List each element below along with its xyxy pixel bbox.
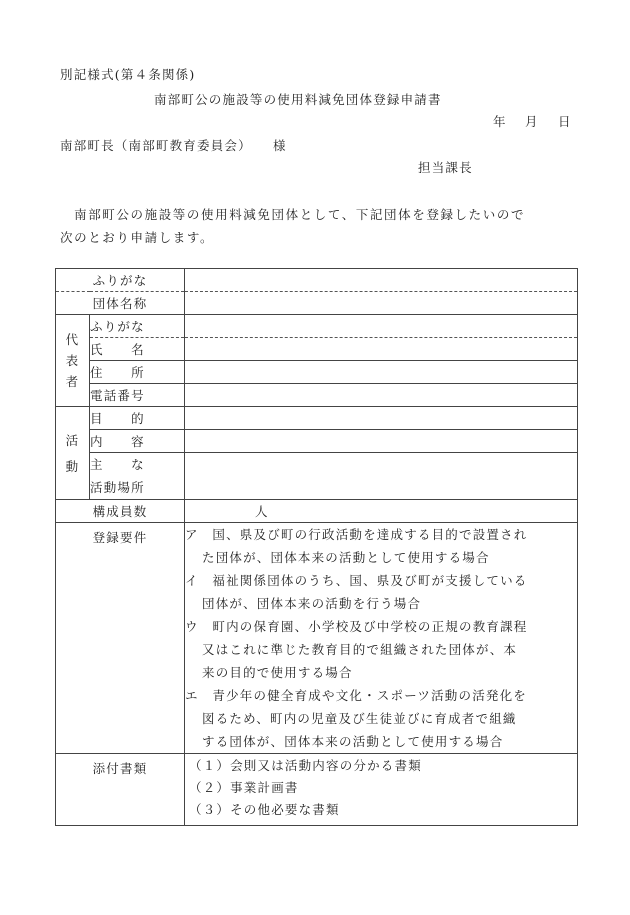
table-row bbox=[56, 315, 578, 338]
table-row bbox=[56, 430, 578, 453]
table-row bbox=[56, 338, 578, 361]
rep-furigana-label: ふりがな bbox=[90, 315, 185, 338]
rep-name-label: 氏 名 bbox=[90, 338, 185, 361]
rep-address-field[interactable] bbox=[185, 361, 578, 384]
date-month: 月 bbox=[525, 114, 539, 129]
rep-phone-field[interactable] bbox=[185, 384, 578, 407]
members-field[interactable] bbox=[185, 500, 578, 523]
table-row bbox=[56, 523, 578, 754]
attachment-item: （３）その他必要な書類 bbox=[189, 802, 340, 817]
date-year: 年 bbox=[493, 114, 507, 129]
furigana-label: ふりがな bbox=[56, 269, 185, 292]
group-name-field[interactable] bbox=[185, 292, 578, 315]
table-row bbox=[56, 361, 578, 384]
table-row bbox=[56, 500, 578, 523]
attachment-item: （２）事業計画書 bbox=[189, 780, 299, 795]
act-place-label: 主 な 活動場所 bbox=[90, 453, 185, 500]
table-row bbox=[56, 754, 578, 826]
requirement-u: ウ 町内の保育園、小学校及び中学校の正規の教育課程 又はこれに準じた教育目的で組織された団体が、本 来の目的で使用する場合 bbox=[185, 619, 528, 680]
rep-name-field[interactable] bbox=[185, 338, 578, 361]
act-content-label: 内 容 bbox=[90, 430, 185, 453]
body-line-2: 次のとおり申請します。 bbox=[60, 230, 215, 245]
act-place-field[interactable] bbox=[185, 453, 578, 500]
table-row bbox=[56, 292, 578, 315]
activity-group-label: 活 動 bbox=[56, 407, 90, 500]
date-day: 日 bbox=[558, 114, 572, 129]
furigana-field[interactable] bbox=[185, 269, 578, 292]
act-content-field[interactable] bbox=[185, 430, 578, 453]
members-label: 構成員数 bbox=[56, 500, 185, 523]
rep-furigana-field[interactable] bbox=[185, 315, 578, 338]
requirement-i: イ 福祉関係団体のうち、国、県及び町が支援している 団体が、団体本来の活動を行う場合 bbox=[185, 573, 528, 611]
page-title: 南部町公の施設等の使用料減免団体登録申請書 bbox=[154, 92, 442, 107]
table-row bbox=[56, 407, 578, 430]
requirements-label: 登録要件 bbox=[56, 523, 185, 754]
form-label: 別記様式(第４条関係) bbox=[60, 67, 196, 82]
table-row bbox=[56, 269, 578, 292]
table-row bbox=[56, 453, 578, 500]
application-table bbox=[55, 268, 578, 826]
act-purpose-label: 目 的 bbox=[90, 407, 185, 430]
issuer: 担当課長 bbox=[418, 160, 473, 175]
members-unit: 人 bbox=[255, 504, 269, 519]
body-line-1: 南部町公の施設等の使用料減免団体として、下記団体を登録したいので bbox=[60, 207, 526, 222]
group-name-label: 団体名称 bbox=[56, 292, 185, 315]
act-purpose-field[interactable] bbox=[185, 407, 578, 430]
requirement-a: ア 国、県及び町の行政活動を達成する目的で設置され た団体が、団体本来の活動として使用する場合 bbox=[185, 527, 528, 565]
representative-group-label: 代 表 者 bbox=[56, 315, 90, 407]
addressee: 南部町長（南部町教育委員会） 様 bbox=[60, 138, 287, 153]
requirements-list bbox=[185, 523, 578, 754]
attachment-item: （１）会則又は活動内容の分かる書類 bbox=[189, 758, 422, 773]
attachments-list bbox=[185, 754, 578, 826]
rep-address-label: 住 所 bbox=[90, 361, 185, 384]
requirement-e: エ 青少年の健全育成や文化・スポーツ活動の活発化を 図るため、町内の児童及び生徒並びに育成者で組織 する団体が、団体本来の活動として使用する場合 bbox=[185, 688, 528, 749]
table-row bbox=[56, 384, 578, 407]
attachments-label: 添付書類 bbox=[56, 754, 185, 826]
rep-phone-label: 電話番号 bbox=[90, 384, 185, 407]
